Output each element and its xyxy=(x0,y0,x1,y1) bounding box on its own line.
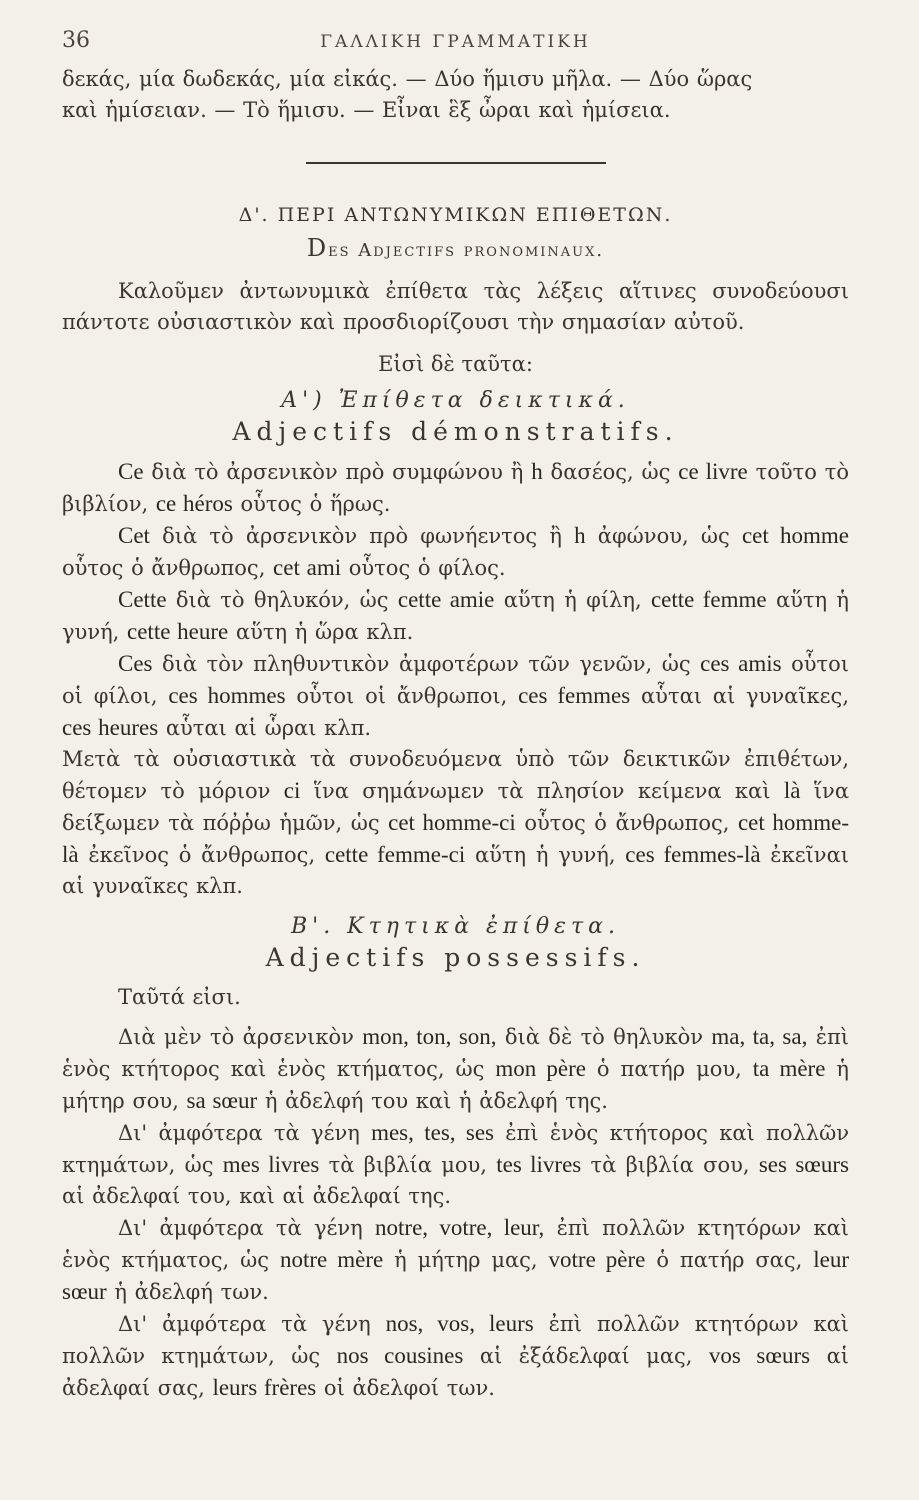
text: Μετὰ τὰ οὐσιαστικὰ τὰ συνοδευόμενα ὑπὸ τῶν δεικτικῶν ἐπιθέτων, θέτομεν τὸ μόριον xyxy=(62,747,849,803)
term: vos sœurs xyxy=(708,1343,811,1368)
text: διὰ τὸ ἀρσενικὸν πρὸ συμφώνου ἢ xyxy=(143,460,532,484)
term: leurs frères xyxy=(212,1375,317,1400)
section-subtitle-rest: es Adjectifs pronominaux. xyxy=(328,240,605,261)
text: τοῦτο τὸ βιβλίον, xyxy=(62,460,849,516)
term: ces hommes xyxy=(168,683,286,708)
text: ἐκεῖναι αἱ γυναῖκες κλπ. xyxy=(62,843,849,898)
paragraph-ce xyxy=(62,456,849,520)
term: tes livres xyxy=(496,1152,582,1177)
term: cet homme-là xyxy=(62,810,849,867)
term: notre mère xyxy=(279,1247,384,1272)
term: votre père xyxy=(548,1247,646,1272)
paragraph-ces xyxy=(62,648,849,744)
term-ce: Ce xyxy=(118,459,144,484)
term: ses sœurs xyxy=(758,1152,849,1177)
text: αἱ ἀδελφαί του, καὶ αἱ ἀδελφαί της. xyxy=(62,1184,452,1208)
text: οὗτοι οἱ φίλοι, xyxy=(62,652,849,708)
term: ma, ta, sa, xyxy=(711,1024,808,1049)
paragraph-mon xyxy=(62,1021,849,1117)
term: ta mère xyxy=(752,1056,826,1081)
text: ἡ ἀδελφή του καὶ ἡ ἀδελφή της. xyxy=(257,1089,608,1113)
term: mon, ton, son, xyxy=(362,1024,497,1049)
demonstrative-heading-greek: Α') Ἐπίθετα δεικτικά. xyxy=(281,388,630,413)
term: sa sœur xyxy=(186,1088,258,1113)
text: ἀφώνου, ὡς xyxy=(585,524,742,548)
term: nos cousines xyxy=(336,1343,464,1368)
text: διὰ δὲ τὸ θηλυκὸν xyxy=(496,1025,712,1049)
term: cette femme xyxy=(650,587,767,612)
text: τὰ βιβλία σου, xyxy=(581,1153,759,1177)
text: αὗται αἱ ὧραι κλπ. xyxy=(158,716,372,740)
term: h xyxy=(531,459,543,484)
text: οὗτος ὁ ἄνθρωπος, xyxy=(62,556,274,580)
text: αὕτη ἡ γυνή, xyxy=(62,588,850,644)
text: ὁ πατήρ μου, xyxy=(585,1057,753,1081)
intro-line-2: καὶ ἡμίσειαν. — Τὸ ἥμισυ. — Εἶναι ἓξ ὦραι καὶ ἡμίσεια. xyxy=(62,98,671,122)
text: Δι' ἀμφότερα τὰ γένη xyxy=(118,1121,372,1145)
text: ἐπὶ ἑνὸς κτήτορος καὶ πολλῶν κτημάτων, ὡς xyxy=(62,1121,849,1177)
text: Διὰ μὲν τὸ ἀρσενικὸν xyxy=(118,1025,363,1049)
term: cet homme xyxy=(741,523,849,548)
text: οὗτος ὁ ἥρως. xyxy=(232,492,391,516)
text: Δι' ἀμφότερα τὰ γένη xyxy=(118,1216,376,1240)
text: ὁ πατήρ σας, xyxy=(645,1248,814,1272)
text: ἡ ἀδελφή των. xyxy=(106,1280,269,1304)
paragraph-nos xyxy=(62,1308,849,1404)
term-la: là xyxy=(783,778,801,803)
term-ci: ci xyxy=(283,778,301,803)
term: cette amie xyxy=(397,587,495,612)
intro-line-1: δεκάς, μία δωδεκάς, μία εἰκάς. — Δύο ἥμισυ μῆλα. — Δύο ὥρας xyxy=(62,67,753,91)
text: δασέος, ὡς xyxy=(542,460,679,484)
term: cet homme-ci xyxy=(388,810,516,835)
term: ces femmes-là xyxy=(625,842,761,867)
possessive-these-are: Ταῦτά εἰσι. xyxy=(118,985,241,1009)
paragraph-cet xyxy=(62,520,849,584)
term: mon père xyxy=(495,1056,586,1081)
text: ἡ μήτηρ μας, xyxy=(383,1248,549,1272)
text: αὗται αἱ γυναῖκες, xyxy=(630,684,849,708)
term: cette femme-ci xyxy=(324,842,466,867)
intro-block xyxy=(62,64,849,126)
term: nos, vos, leurs xyxy=(385,1311,534,1336)
text: αὕτη ἡ γυνή, xyxy=(465,843,626,867)
paragraph-mes xyxy=(62,1117,849,1212)
text: αἱ ἐξάδελφαί μας, xyxy=(463,1344,709,1368)
page-number: 36 xyxy=(62,28,90,53)
term: h xyxy=(574,523,586,548)
text: αἱ ἀδελφαί σας, xyxy=(62,1344,850,1400)
text: διὰ τὸν πληθυντικὸν ἀμφοτέρων τῶν γενῶν, ὡς xyxy=(152,652,701,676)
section-subtitle xyxy=(62,234,849,262)
text: οὗτος ὁ φίλος. xyxy=(341,556,506,580)
section-divider xyxy=(306,162,606,164)
text: οὗτοι οἱ ἄνθρωποι, xyxy=(285,684,519,708)
section-subtitle-initial: D xyxy=(306,234,329,262)
term: leur sœur xyxy=(62,1247,849,1304)
term-cette: Cette xyxy=(118,587,167,612)
text: ἐπὶ ἑνὸς κτήτορος καὶ ἑνὸς κτήματος, ὡς xyxy=(62,1025,849,1081)
text: ἐπὶ πολλῶν κτητόρων καὶ ἑνὸς κτήματος, ὡς xyxy=(62,1216,849,1272)
demonstrative-heading-french: Adjectifs démonstratifs. xyxy=(232,417,679,446)
definition-paragraph: Καλοῦμεν ἀντωνυμικὰ ἐπίθετα τὰς λέξεις αἵτινες συνοδεύουσι πάντοτε οὐσιαστικὸν καὶ προσδιορίζουσι τὴν σημασίαν αὐτοῦ. xyxy=(62,279,849,334)
term: notre, votre, leur, xyxy=(375,1215,545,1240)
text: οἱ ἀδελφοί των. xyxy=(316,1376,495,1400)
text: ἵνα δείξωμεν τὰ πόῤῥω ἡμῶν, ὡς xyxy=(62,779,849,835)
running-head xyxy=(62,28,849,64)
paragraph-cette xyxy=(62,584,849,648)
section-title: Δ'. ΠΕΡΙ ΑΝΤΩΝΥΜΙΚΩΝ ΕΠΙΘΕΤΩΝ. xyxy=(238,204,673,226)
term: cet ami xyxy=(273,555,342,580)
term: ces amis xyxy=(700,651,782,676)
paragraph-ci-la xyxy=(62,744,849,902)
text: τὰ βιβλία μου, xyxy=(319,1153,497,1177)
text: ἐκεῖνος ὁ ἄνθρωπος, xyxy=(78,843,325,867)
possessive-heading-greek: Β'. Κτητικὰ ἐπίθετα. xyxy=(290,914,621,939)
running-title: ΓΑΛΛΙΚΗ ΓΡΑΜΜΑΤΙΚΗ xyxy=(320,32,591,52)
text: ἡ μήτηρ σου, xyxy=(62,1057,850,1113)
these-are-line: Εἰσὶ δὲ ταῦτα: xyxy=(378,352,533,376)
term: mes livres xyxy=(222,1152,320,1177)
text: διὰ τὸ θηλυκόν, ὡς xyxy=(166,588,398,612)
term: ces femmes xyxy=(518,683,631,708)
text: ἐπὶ πολλῶν κτητόρων καὶ πολλῶν κτημάτων, ὡς xyxy=(62,1312,849,1368)
text: διὰ τὸ ἀρσενικὸν πρὸ φωνήεντος ἢ xyxy=(149,524,575,548)
text: Δι' ἀμφότερα τὰ γένη xyxy=(118,1312,386,1336)
text: αὕτη ἡ φίλη, xyxy=(494,588,651,612)
term: mes, tes, ses xyxy=(371,1120,494,1145)
term: cette heure xyxy=(127,619,229,644)
possessive-heading-french: Adjectifs possessifs. xyxy=(265,943,646,972)
term-ces: Ces xyxy=(118,651,153,676)
term: ces heures xyxy=(62,715,159,740)
text: οὗτος ὁ ἄνθρωπος, xyxy=(515,811,738,835)
paragraph-notre xyxy=(62,1212,849,1308)
text: αὕτη ἡ ὥρα κλπ. xyxy=(228,620,414,644)
term: ce livre xyxy=(678,459,748,484)
term-cet: Cet xyxy=(118,523,150,548)
text: ἵνα σημάνωμεν τὰ πλησίον κείμενα καὶ xyxy=(300,779,784,803)
term: ce héros xyxy=(155,491,233,516)
